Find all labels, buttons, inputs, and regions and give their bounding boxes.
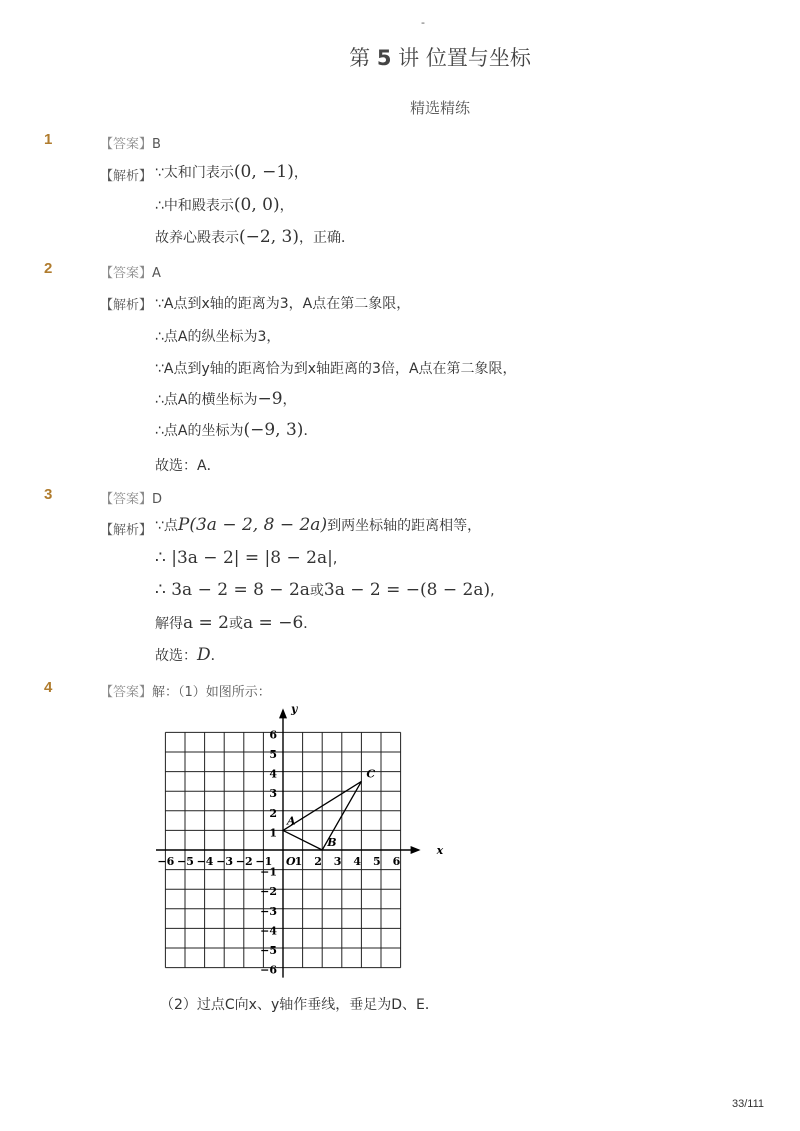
q1-answer <box>100 133 161 152</box>
tick-labels <box>157 728 400 976</box>
q2-line-3: ∵A点到y轴的距离恰为到x轴距离的3倍，A点在第二象限， <box>155 361 517 377</box>
q3-line-5-math: D <box>197 645 211 665</box>
q3-line-4 <box>155 613 317 633</box>
y-tick-label: 3 <box>269 787 277 801</box>
q1-line-1-post: ， <box>293 165 308 181</box>
q3-line-1-post: 到两坐标轴的距离相等， <box>327 518 482 534</box>
q4-part-2: （2）过点C向x、y轴作垂线，垂足为D、E． <box>160 997 439 1013</box>
page-number: 33/111 <box>731 1098 764 1110</box>
y-tick-label: 4 <box>269 767 277 781</box>
q1-line-2-math: (0, 0) <box>233 195 280 215</box>
q4-answer-value: 解：（1）如图所示： <box>152 685 271 700</box>
q2-answer <box>100 262 161 281</box>
y-tick-label: 6 <box>269 728 277 742</box>
title-number: 5 <box>376 46 392 70</box>
q3-line-4-math-2: a = −6 <box>243 613 304 633</box>
q3-line-3 <box>155 580 495 600</box>
page-title <box>0 42 800 72</box>
q2-line-5 <box>155 420 317 440</box>
q1-line-1-math: (0, −1) <box>233 162 294 182</box>
question-number-3: 3 <box>44 486 53 503</box>
q3-line-5-text: 故选： <box>155 648 197 664</box>
q3-line-4-or: 或 <box>229 616 244 632</box>
q2-line-5-math: (−9, 3) <box>243 420 304 440</box>
page-subtitle: 精选精练 <box>409 99 470 117</box>
q2-line-5-post: ． <box>303 423 318 439</box>
q3-line-4-math-1: a = 2 <box>183 613 230 633</box>
y-tick-label: 2 <box>269 806 277 820</box>
x-tick-label: −4 <box>196 855 214 868</box>
answer-tag: 【答案】 <box>100 266 153 281</box>
y-tick-label: −5 <box>260 944 277 957</box>
x-tick-label: −3 <box>216 855 234 868</box>
q1-answer-value: B <box>152 137 161 152</box>
q1-line-1 <box>155 162 308 182</box>
q3-line-5 <box>155 645 225 665</box>
x-tick-label: 3 <box>333 855 342 868</box>
y-axis-arrow <box>279 708 287 718</box>
q2-line-4 <box>155 389 297 409</box>
q1-line-3-post: ，正确． <box>298 230 355 246</box>
title-prefix: 第 <box>349 46 371 70</box>
q3-line-2-math: ∴ |3a − 2| = |8 − 2a| <box>155 548 333 568</box>
question-number-1: 1 <box>44 131 53 148</box>
q3-line-2-post: , <box>332 551 338 567</box>
q3-line-5-post: ． <box>210 648 225 664</box>
q4-answer <box>100 681 271 700</box>
q2-line-4-text: ∴点A的横坐标为 <box>155 392 258 408</box>
x-tick-label: 4 <box>353 855 362 868</box>
answer-tag: 【答案】 <box>100 685 153 700</box>
y-tick-label: −1 <box>260 865 277 879</box>
y-axis-label: y <box>291 702 298 716</box>
q3-line-3-post: , <box>490 583 495 599</box>
q2-line-2: ∴点A的纵坐标为3， <box>155 329 281 345</box>
point-label-a: A <box>287 814 296 828</box>
y-tick-label: −4 <box>260 924 277 938</box>
y-tick-label: −6 <box>260 963 277 977</box>
q1-line-2-post: ， <box>279 198 294 214</box>
q1-line-2-text: ∴中和殿表示 <box>155 198 234 214</box>
q2-line-6: 故选：A． <box>155 458 221 474</box>
y-tick-label: 5 <box>269 748 277 761</box>
x-tick-label: −5 <box>177 855 194 868</box>
header-dash: - <box>421 16 425 29</box>
q1-line-2 <box>155 195 294 215</box>
q3-line-2 <box>155 548 337 568</box>
q1-analysis-tag: 【解析】 <box>100 169 153 184</box>
x-tick-label: −1 <box>255 855 273 868</box>
q3-answer-value: D <box>152 492 163 507</box>
q3-line-4-post: ． <box>303 616 318 632</box>
q3-line-1-text: ∵点 <box>155 518 178 534</box>
y-tick-label: −3 <box>260 904 277 918</box>
q2-line-4-post: ， <box>282 392 297 408</box>
q3-analysis-tag: 【解析】 <box>100 523 153 538</box>
answer-tag: 【答案】 <box>100 492 153 507</box>
point-label-b: B <box>327 836 337 849</box>
q1-line-3 <box>155 227 355 247</box>
question-number-2: 2 <box>44 260 53 277</box>
point-label-c: C <box>366 767 376 781</box>
q1-line-1-text: ∵太和门表示 <box>155 165 234 181</box>
x-tick-label: 5 <box>373 855 381 868</box>
q3-line-3-math-1: ∴ 3a − 2 = 8 − 2a <box>155 580 310 600</box>
q1-line-3-math: (−2, 3) <box>239 227 299 247</box>
q3-line-3-math-2: 3a − 2 = −(8 − 2a) <box>323 580 491 600</box>
answer-tag: 【答案】 <box>100 137 153 152</box>
q2-analysis-tag: 【解析】 <box>100 298 153 313</box>
y-tick-label: −2 <box>260 885 277 899</box>
y-tick-label: 1 <box>269 826 277 840</box>
q3-answer <box>100 488 162 507</box>
q2-line-4-math: −9 <box>257 389 283 409</box>
x-tick-label: 2 <box>314 855 322 868</box>
x-tick-label: 1 <box>294 855 303 868</box>
q3-line-1-math: P(3a − 2, 8 − 2a) <box>177 515 328 535</box>
x-tick-label: 6 <box>392 855 401 868</box>
q3-line-3-or: 或 <box>309 583 324 599</box>
x-tick-label: −6 <box>157 855 175 868</box>
q2-answer-value: A <box>152 266 161 281</box>
x-tick-label: −2 <box>235 855 253 868</box>
x-axis-arrow <box>411 846 421 854</box>
q2-line-1: ∵A点到x轴的距离为3，A点在第二象限， <box>155 296 411 312</box>
q2-line-5-text: ∴点A的坐标为 <box>155 423 244 439</box>
question-number-4: 4 <box>44 679 53 696</box>
q3-line-1 <box>155 515 481 535</box>
title-suffix: 讲 位置与坐标 <box>398 46 531 70</box>
q3-line-4-text: 解得 <box>155 616 183 632</box>
x-axis-label: x <box>436 844 444 857</box>
origin-label: O <box>286 855 296 868</box>
coordinate-grid <box>150 700 450 990</box>
q1-line-3-text: 故养心殿表示 <box>155 230 239 246</box>
